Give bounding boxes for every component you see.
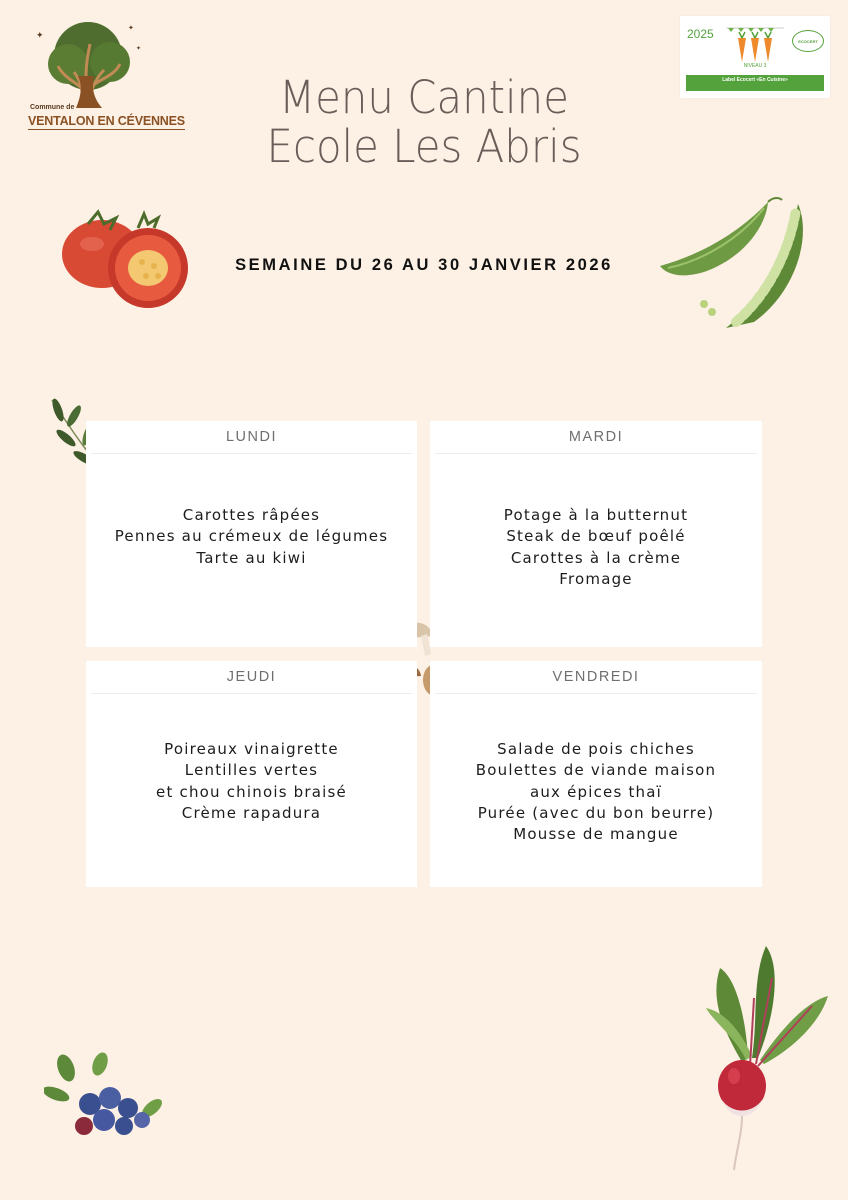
menu-items [430,739,762,845]
menu-items [86,505,417,569]
menu-item: et chou chinois braisé [156,782,347,801]
menu-item: Crème rapadura [181,803,322,822]
ecocert-label-badge [680,16,830,98]
svg-text:✦: ✦ [36,31,44,41]
menu-item: Purée (avec du bon beurre) [477,803,715,822]
menu-item: Tarte au kiwi [196,548,307,567]
tree-icon [24,20,154,110]
day-card-vendredi [430,661,762,887]
peas-illustration [656,196,820,332]
title-line-2: Ecole Les Abris [266,120,582,173]
day-card-jeudi [86,661,417,887]
ecocert-label-text: Label Ecocert «En Cuisine» [722,77,788,83]
menu-item: Poireaux vinaigrette [164,740,339,758]
menu-item: Carottes râpées [182,506,321,524]
day-heading: MARDI [435,421,757,454]
menu-item: Steak de bœuf poêlé [506,527,686,546]
title-line-1: Menu Cantine [279,71,569,124]
menu-item: aux épices thaï [529,782,663,801]
menu-item: Lentilles vertes [184,761,319,780]
radish-illustration [702,938,832,1174]
svg-text:✦: ✦ [136,45,142,52]
ecocert-level: NIVEAU 3 [743,63,767,69]
tomato-illustration [58,204,192,314]
menu-item: Pennes au crémeux de légumes [114,527,389,546]
page-title [180,73,668,171]
day-card-lundi [86,421,417,647]
logo-subtitle: Commune de [30,104,75,111]
menu-item: Potage à la butternut [503,506,689,524]
menu-item: Fromage [559,569,633,588]
day-heading: JEUDI [91,661,412,694]
menu-item: Mousse de mangue [513,825,679,844]
menu-items [86,739,417,824]
carrots-icon [724,22,786,64]
menu-item: Boulettes de viande maison [475,761,717,780]
day-card-mardi [430,421,762,647]
week-heading: SEMAINE DU 26 AU 30 JANVIER 2026 [235,256,613,274]
logo-name: VENTALON EN CÉVENNES [28,114,185,128]
blueberries-illustration [44,1050,164,1142]
day-heading: LUNDI [91,421,412,454]
ecocert-band [686,75,824,91]
commune-logo [24,20,185,138]
menu-item: Salade de pois chiches [497,740,695,758]
ecocert-year: 2025 [687,27,714,41]
svg-text:✦: ✦ [128,24,134,32]
day-heading: VENDREDI [435,661,757,694]
menu-items [430,505,762,590]
menu-item: Carottes à la crème [510,548,682,567]
ecocert-brand-logo: ECOCERT [792,30,824,52]
